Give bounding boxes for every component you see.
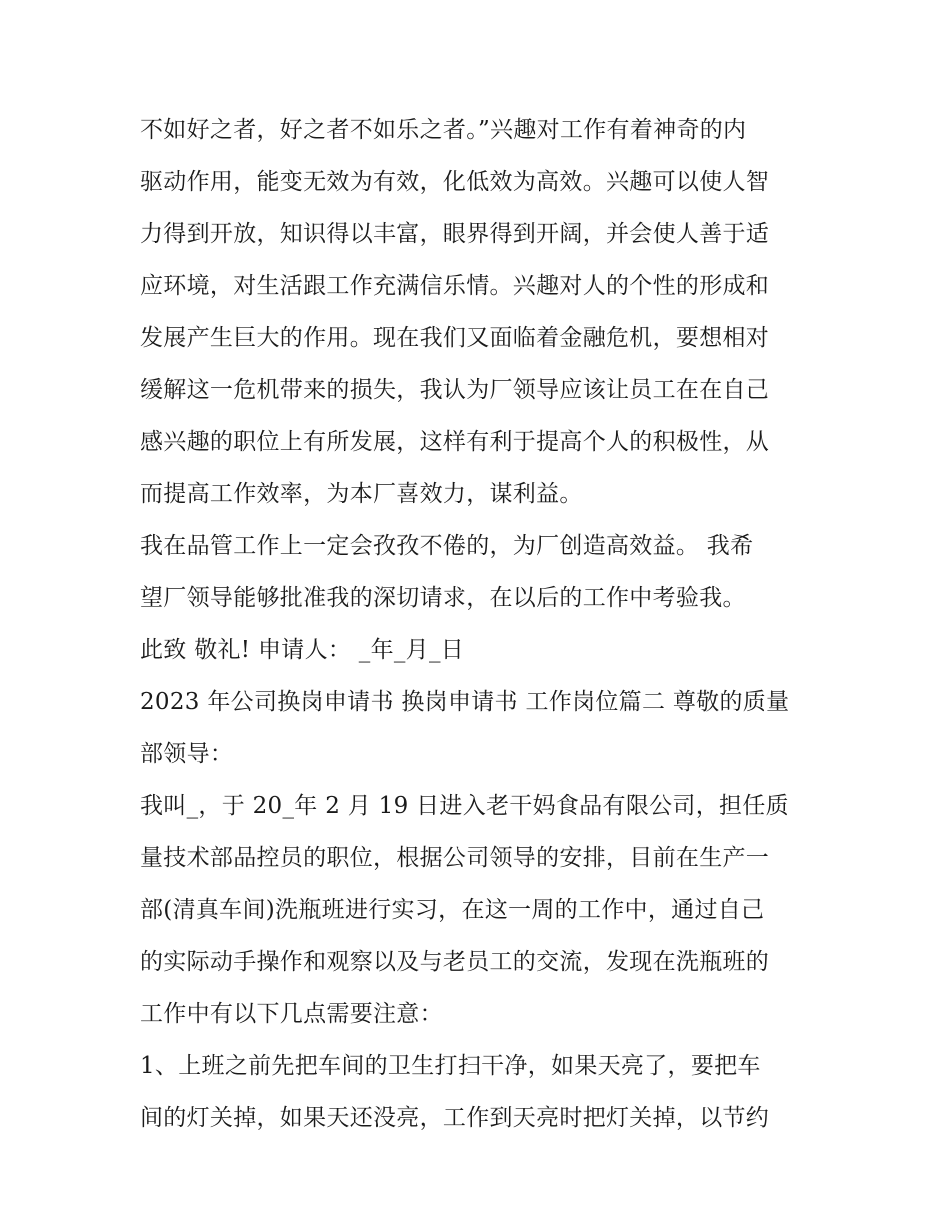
text-line: 望厂领导能够批准我的深切请求，在以后的工作中考验我。 xyxy=(140,585,746,611)
text-line: 应环境，对生活跟工作充满信乐情。兴趣对人的个性的形成和 xyxy=(140,273,770,299)
text-line: 缓解这一危机带来的损失，我认为厂领导应该让员工在在自己 xyxy=(140,377,770,403)
list-item-line: 间的灯关掉，如果天还没亮，工作到天亮时把灯关掉，以节约 xyxy=(140,1105,770,1131)
section-heading-line: 2023 年公司换岗申请书 换岗申请书 工作岗位篇二 尊敬的质量 xyxy=(140,689,790,715)
text-line: 力得到开放，知识得以丰富，眼界得到开阔，并会使人善于适 xyxy=(140,221,770,247)
text-line: 不如好之者，好之者不如乐之者。”兴趣对工作有着神奇的内 xyxy=(140,117,747,143)
closing-line: 此致 敬礼! 申请人： _年_月_日 xyxy=(140,637,465,663)
text-line: 工作中有以下几点需要注意： xyxy=(140,1001,443,1027)
text-line: 而提高工作效率，为本厂喜效力，谋利益。 xyxy=(140,481,583,507)
list-item-line: 1、上班之前先把车间的卫生打扫干净，如果天亮了，要把车 xyxy=(140,1053,761,1079)
text-line: 我在品管工作上一定会孜孜不倦的，为厂创造高效益。 我希 xyxy=(140,533,754,559)
text-line: 量技术部品控员的职位，根据公司领导的安排，目前在生产一 xyxy=(140,845,770,871)
document-body xyxy=(140,104,820,1144)
text-line: 的实际动手操作和观察以及与老员工的交流，发现在洗瓶班的 xyxy=(140,949,770,975)
text-line: 发展产生巨大的作用。现在我们又面临着金融危机，要想相对 xyxy=(140,325,770,351)
text-line: 部(清真车间)洗瓶班进行实习，在这一周的工作中，通过自己 xyxy=(140,897,765,923)
salutation-line: 部领导： xyxy=(140,741,234,767)
text-line: 驱动作用，能变无效为有效，化低效为高效。兴趣可以使人智 xyxy=(140,169,770,195)
text-line: 感兴趣的职位上有所发展，这样有利于提高个人的积极性，从 xyxy=(140,429,770,455)
text-line: 我叫_，于 20_年 2 月 19 日进入老干妈食品有限公司，担任质 xyxy=(140,793,789,819)
